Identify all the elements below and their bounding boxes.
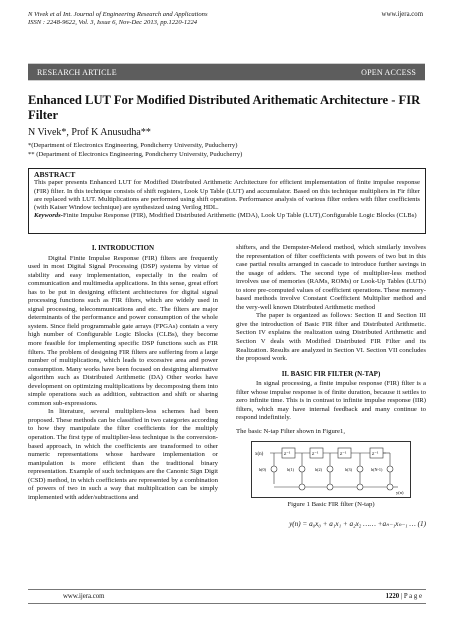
multiplier-2 bbox=[327, 466, 333, 472]
coef-label-0: h(0) bbox=[259, 467, 266, 473]
page-word: | P a g e bbox=[400, 593, 422, 600]
abstract-text: This paper presents Enhanced LUT for Modified Distributed Arithmetic Architecture for efficient implementation of finite impulse response (FIR) filter. In this technique consists of shift registers, Look Up Table (LUT) and accumulator. Based on this technique multipliers in Fir filter are replaced with LUT. Multiplications are performed using shift operation. Performance analysis of various filter orders with filter coefficients (with Kaiser Window technique) are synthesized using Verilog HDL. bbox=[34, 179, 420, 212]
multiplier-3 bbox=[357, 466, 363, 472]
section-heading-introduction: I. INTRODUCTION bbox=[91, 244, 155, 252]
multiplier-4 bbox=[387, 466, 393, 472]
coef-label-1: h(1) bbox=[287, 467, 294, 473]
running-header bbox=[28, 11, 328, 28]
header-website-link[interactable]: www.ijera.com bbox=[381, 11, 423, 18]
keywords-text: Finite Impulse Response (FIR), Modified Distributed Arithmetic (MDA), Look Up Table (LUT),Configurable Logic Blocks (CLBs) bbox=[62, 212, 417, 220]
affiliation-1: *(Department of Electronics Engineering, Pondicherry University, Puducherry) bbox=[28, 142, 238, 149]
affiliations bbox=[28, 142, 428, 160]
research-article-label: RESEARCH ARTICLE bbox=[37, 68, 117, 77]
multiplier-1 bbox=[299, 466, 305, 472]
paper-title: Enhanced LUT For Modified Distributed Arithematic Architecture - FIR Filter bbox=[28, 93, 421, 122]
keywords-label: Keywords- bbox=[34, 212, 63, 220]
intro-paragraph-1: Digital Finite Impulse Response (FIR) filters are frequently used in most Digital Signal Processing (DSP) systems by virtue of stability and easy implementation, especially in the realm of communication and multimedia applications. In this sense, great effort has to be put in designing efficient architectures for digital signal processing functions such as FIR filters, which are widely used in signal processing, telecommunications and etc. The filters are major determinants of the performance and power consumption of the whole system. Since field programmable gate arrays (FPGAs) contain a very high number of Configurable Logic Blocks (CLBs), they become more feasible for implementing specific DSP functions such as FIR filters. The problem of designing FIR filters are suffering from a large number of multiplications, which leads to excessive area and power consumption. Many works have been focused on designing alternative algorithm such as Distributed Arithmetic (DA) Other works have development on optimizing multiplications by decomposing them into simple operations such as addition, subtraction and shift or sharing common sub-expressions. bbox=[28, 254, 218, 407]
left-column bbox=[28, 244, 218, 502]
coef-label-4: h(N-1) bbox=[371, 467, 383, 473]
right-paragraph-2: The paper is organized as follows: Section II and Section III give the introduction of Basic FIR filter and Distributed Arithmetic. Section IV explains the realization using Distributed Arithmetic and Section V deals with Modified Distributed FIR Filter and its Realization. Results are analyzed in Section VI. Section VII concludes the proposed work. bbox=[236, 312, 426, 363]
citation-line-1: N Vivek et al Int. Journal of Engineering Research and Applications bbox=[28, 11, 208, 18]
adder-1 bbox=[299, 484, 305, 490]
footer-page-number bbox=[386, 593, 422, 600]
footer-website-link[interactable]: www.ijera.com bbox=[63, 593, 105, 600]
page-footer bbox=[28, 589, 426, 604]
delay-label-1: z⁻¹ bbox=[284, 452, 291, 458]
paper-authors: N Vivek*, Prof K Anusudha** bbox=[28, 127, 151, 138]
adder-3 bbox=[357, 484, 363, 490]
right-paragraph-3: In signal processing, a finite impulse response (FIR) filter is a filter whose impulse response is of finite duration, because it settles to zero infinite time. This is in contrast to infinite impulse response (IIR) filters, which may have internal feedback and many continue to respond indefinitely. bbox=[236, 380, 426, 422]
affiliation-2: ** (Department of Electronics Engineering, Pondicherry University, Puducherry) bbox=[28, 150, 243, 158]
fir-diagram-svg bbox=[252, 442, 410, 497]
delay-label-3: z⁻¹ bbox=[340, 452, 347, 458]
figure-intro-text: The basic N-tap Filter shown in Figure1, bbox=[236, 427, 346, 435]
abstract-box bbox=[28, 168, 426, 234]
citation-line-2: ISSN : 2248-9622, Vol. 3, Issue 6, Nov-Dec 2013, pp.1220-1224 bbox=[28, 19, 198, 27]
equation-1: y(n) = a₀x₀ + a₁x₁ + a₂x₂ …… +aₙ₋₁xₙ₋₁ … (1) bbox=[289, 520, 426, 529]
keywords bbox=[34, 212, 420, 220]
delay-label-4: z⁻¹ bbox=[372, 452, 379, 458]
adder-2 bbox=[327, 484, 333, 490]
multiplier-0 bbox=[271, 466, 277, 472]
coef-label-2: h(2) bbox=[315, 467, 322, 473]
right-column bbox=[236, 244, 426, 529]
figure-1-fir-diagram bbox=[251, 441, 411, 498]
abstract-heading: ABSTRACT bbox=[34, 170, 76, 179]
coef-label-3: h(3) bbox=[345, 467, 352, 473]
adder-4 bbox=[387, 484, 393, 490]
delay-label-2: z⁻¹ bbox=[312, 452, 319, 458]
intro-paragraph-2: In literature, several multipliers-less schemes had been proposed. These methods can be classified in two categories according to how they manipulate the filter coefficients for the multiply operation. The first type of multiplier-less technique is the conversion-based approach, in which the coefficients are transformed to other numeric representations whose hardware implementation or manipulation is more efficient than the traditional binary representation. Example of such techniques are the Canonic Sign Digit (CSD) method, in which coefficients are represented by a combination of powers of two in such a way that multiplication can be simply implemented with adder/subtractions and bbox=[28, 408, 218, 501]
section-heading-basic-fir: II. BASIC FIR FILTER (N-TAP) bbox=[281, 369, 381, 378]
article-type-band bbox=[28, 63, 425, 81]
output-label: y(n) bbox=[396, 490, 404, 496]
page-number: 1220 bbox=[385, 593, 400, 600]
open-access-label: OPEN ACCESS bbox=[361, 68, 416, 77]
figure-1-caption: Figure 1 Basic FIR filter (N-tap) bbox=[287, 501, 375, 509]
right-paragraph-1: shifters, and the Dempster-Meleod method, which similarly involves the representation of filter coefficients with powers of two but in this case partial results arranged in cascade to introduce further savings in the usage of adders. The second type of multiplier-less method involves use of memories (RAMs, ROMs) or Look-Up Tables (LUTs) to store pre-computed values of coefficient operations. These memory-based methods involve Constant Coefficient Multiplier method and the very-well known Distributed Arithmetic method bbox=[236, 244, 426, 311]
input-label: x(n) bbox=[255, 452, 264, 458]
